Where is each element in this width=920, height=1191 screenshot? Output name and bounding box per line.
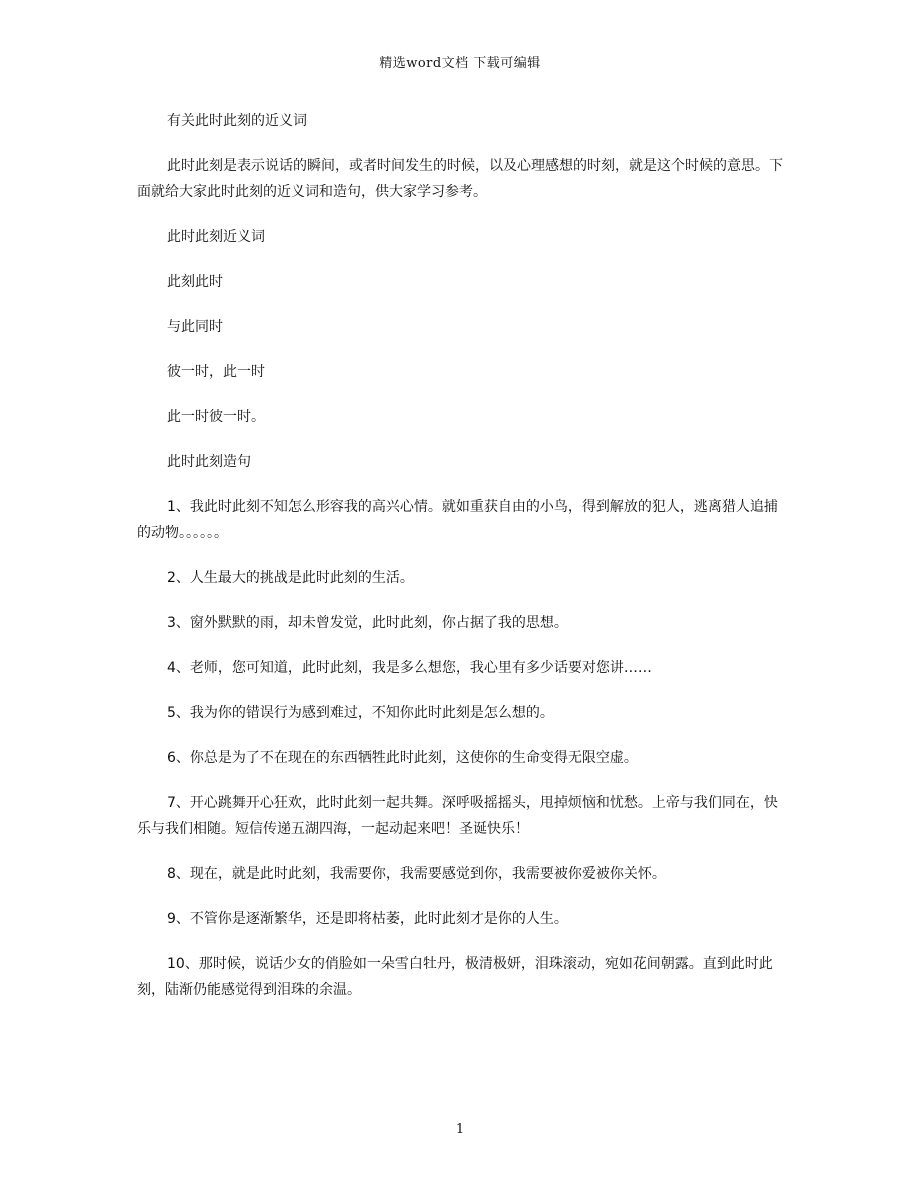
sentences-heading: 此时此刻造句 bbox=[167, 454, 251, 470]
sentence-item: 7、开心跳舞开心狂欢，此时此刻一起共舞。深呼吸摇摇头，甩掉烦恼和忧愁。上帝与我们同在，快乐与我们相随。短信传递五湖四海，一起动起来吧！圣诞快乐！ bbox=[137, 795, 778, 837]
synonyms-heading: 此时此刻近义词 bbox=[167, 229, 265, 245]
synonym-item: 与此同时 bbox=[167, 319, 223, 335]
sentence-item: 8、现在，就是此时此刻，我需要你，我需要感觉到你，我需要被你爱被你关怀。 bbox=[167, 866, 666, 882]
sentence-item: 4、老师，您可知道，此时此刻，我是多么想您，我心里有多少话要对您讲…… bbox=[167, 660, 652, 676]
page-header: 精选word文档 下载可编辑 bbox=[379, 56, 541, 71]
sentence-item: 5、我为你的错误行为感到难过，不知你此时此刻是怎么想的。 bbox=[167, 705, 554, 721]
document-body bbox=[137, 108, 785, 1022]
synonym-item: 此刻此时 bbox=[167, 274, 223, 290]
sentence-item: 3、窗外默默的雨，却未曾发觉，此时此刻，你占据了我的思想。 bbox=[167, 615, 568, 631]
sentence-item: 9、不管你是逐渐繁华，还是即将枯萎，此时此刻才是你的人生。 bbox=[167, 911, 568, 927]
intro-paragraph: 此时此刻是表示说话的瞬间，或者时间发生的时候，以及心理感想的时刻，就是这个时候的意思。下面就给大家此时此刻的近义词和造句，供大家学习参考。 bbox=[137, 158, 783, 200]
sentence-item: 1、我此时此刻不知怎么形容我的高兴心情。就如重获自由的小鸟，得到解放的犯人，逃离猎人追捕的动物。。。。。。 bbox=[137, 499, 778, 541]
sentence-item: 2、人生最大的挑战是此时此刻的生活。 bbox=[167, 570, 414, 586]
sentence-item: 6、你总是为了不在现在的东西牺牲此时此刻，这使你的生命变得无限空虚。 bbox=[167, 750, 638, 766]
document-title: 有关此时此刻的近义词 bbox=[167, 113, 307, 129]
synonym-item: 彼一时，此一时 bbox=[167, 364, 265, 380]
page-number: 1 bbox=[455, 1122, 465, 1137]
sentence-item: 10、那时候，说话少女的俏脸如一朵雪白牡丹，极清极妍，泪珠滚动，宛如花间朝露。直到此时此刻，陆渐仍能感觉得到泪珠的余温。 bbox=[137, 956, 773, 998]
synonym-item: 此一时彼一时。 bbox=[167, 409, 265, 425]
